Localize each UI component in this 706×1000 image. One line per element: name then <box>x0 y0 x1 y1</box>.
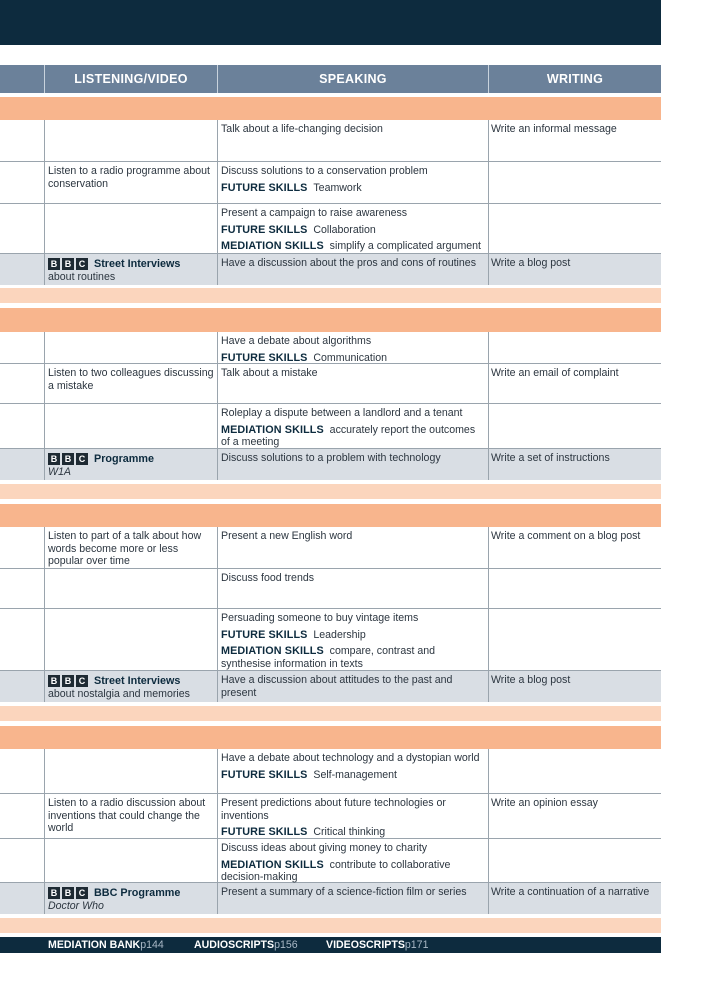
future-skills-note: FUTURE SKILLS Self-management <box>221 768 397 781</box>
writing-cell: Write a set of instructions <box>491 452 610 464</box>
mediation-skills-note: MEDIATION SKILLS simplify a complicated argument <box>221 240 481 252</box>
speaking-cell: Present a campaign to raise awareness FUTURE SKILLS Collaboration MEDIATION SKILLS simplify a complicated argument <box>221 204 486 253</box>
header-divider <box>44 65 45 93</box>
listening-cell: Listen to two colleagues discussing a mistake <box>48 367 214 392</box>
unit-divider-band <box>0 288 661 303</box>
bbc-logo: B B C BBC Programme <box>48 887 216 900</box>
writing-cell: Write an opinion essay <box>491 797 598 809</box>
mediation-skills-note: MEDIATION SKILLS compare, contrast and synthesise information in texts <box>221 645 436 670</box>
header-divider <box>217 65 218 93</box>
speaking-cell: Discuss food trends <box>221 572 315 584</box>
table-row <box>0 839 661 883</box>
listening-cell: Listen to part of a talk about how words become more or less popular over time <box>48 530 202 567</box>
bbc-logo: B B C Street Interviews <box>48 258 216 271</box>
unit-divider-band <box>0 918 661 933</box>
unit-band <box>0 308 661 332</box>
future-skills-note: FUTURE SKILLS Communication <box>221 351 387 364</box>
table-row <box>0 749 661 794</box>
table-row-video <box>0 254 661 285</box>
speaking-cell: Talk about a life-changing decision <box>221 123 383 135</box>
unit-divider-band <box>0 706 661 721</box>
writing-cell: Write a blog post <box>491 674 571 686</box>
future-skills-note: FUTURE SKILLS Leadership <box>221 628 366 641</box>
speaking-cell: Roleplay a dispute between a landlord and a tenant MEDIATION SKILLS accurately report the outcomes of a meeting <box>221 404 486 449</box>
speaking-cell: Discuss solutions to a problem with technology <box>221 452 441 464</box>
unit-band <box>0 726 661 749</box>
table-row <box>0 527 661 569</box>
speaking-cell: Discuss solutions to a conservation problem FUTURE SKILLS Teamwork <box>221 162 486 194</box>
mediation-skills-note: MEDIATION SKILLS contribute to collaborative decision-making <box>221 858 451 883</box>
header-writing: WRITING <box>546 72 604 86</box>
table-row <box>0 404 661 449</box>
table-row <box>0 609 661 671</box>
header-speaking: SPEAKING <box>319 72 387 86</box>
writing-cell: Write a continuation of a narrative <box>491 886 650 898</box>
table-row-video <box>0 883 661 914</box>
audioscripts-link[interactable]: AUDIOSCRIPTS p156 <box>194 939 298 951</box>
header-listening: LISTENING/VIDEO <box>74 72 188 86</box>
speaking-cell: Persuading someone to buy vintage items FUTURE SKILLS Leadership MEDIATION SKILLS compare, contrast and synthesise information in texts <box>221 609 486 670</box>
listening-cell: Listen to a radio programme about conservation <box>48 165 210 190</box>
table-row <box>0 120 661 162</box>
top-banner <box>0 0 661 45</box>
speaking-cell: Present predictions about future technologies or inventions FUTURE SKILLS Critical thinking <box>221 794 486 839</box>
speaking-cell: Discuss ideas about giving money to charity MEDIATION SKILLS contribute to collaborative decision-making <box>221 839 486 884</box>
video-cell: B B C Street Interviews about nostalgia and memories <box>48 671 216 700</box>
speaking-cell: Have a debate about technology and a dystopian world FUTURE SKILLS Self-management <box>221 749 486 781</box>
bbc-logo: B B C Street Interviews <box>48 675 216 688</box>
footer-bar <box>0 937 661 953</box>
mediation-skills-note: MEDIATION SKILLS accurately report the outcomes of a meeting <box>221 423 476 448</box>
video-cell: B B C Programme W1A <box>48 449 216 478</box>
speaking-cell: Present a summary of a science-fiction film or series <box>221 886 467 898</box>
speaking-cell: Have a debate about algorithms FUTURE SKILLS Communication <box>221 332 486 364</box>
writing-cell: Write an email of complaint <box>491 367 619 379</box>
table-row <box>0 162 661 204</box>
listening-cell: Listen to a radio discussion about inventions that could change the world <box>48 797 206 834</box>
speaking-cell: Have a discussion about attitudes to the past and present <box>221 674 453 699</box>
table-row-video <box>0 449 661 480</box>
table-row <box>0 794 661 839</box>
table-row <box>0 364 661 404</box>
speaking-cell: Talk about a mistake <box>221 367 318 379</box>
videoscripts-link[interactable]: VIDEOSCRIPTS p171 <box>326 939 429 951</box>
future-skills-note: FUTURE SKILLS Critical thinking <box>221 826 386 838</box>
future-skills-note: FUTURE SKILLS Collaboration <box>221 223 376 236</box>
unit-band <box>0 504 661 527</box>
video-cell: B B C BBC Programme Doctor Who <box>48 883 216 912</box>
speaking-cell: Have a discussion about the pros and cons of routines <box>221 257 476 269</box>
table-row <box>0 204 661 254</box>
future-skills-note: FUTURE SKILLS Teamwork <box>221 181 362 194</box>
writing-cell: Write an informal message <box>491 123 617 135</box>
video-cell: B B C Street Interviews about routines <box>48 254 216 283</box>
unit-divider-band <box>0 484 661 499</box>
writing-cell: Write a blog post <box>491 257 571 269</box>
writing-cell: Write a comment on a blog post <box>491 530 641 542</box>
table-header <box>0 65 661 93</box>
table-row <box>0 569 661 609</box>
mediation-bank-link[interactable]: MEDIATION BANK p144 <box>48 939 164 951</box>
unit-band <box>0 97 661 120</box>
table-row-video <box>0 671 661 702</box>
bbc-logo: B B C Programme <box>48 453 216 466</box>
speaking-cell: Present a new English word <box>221 530 353 542</box>
header-divider <box>488 65 489 93</box>
table-row <box>0 332 661 364</box>
